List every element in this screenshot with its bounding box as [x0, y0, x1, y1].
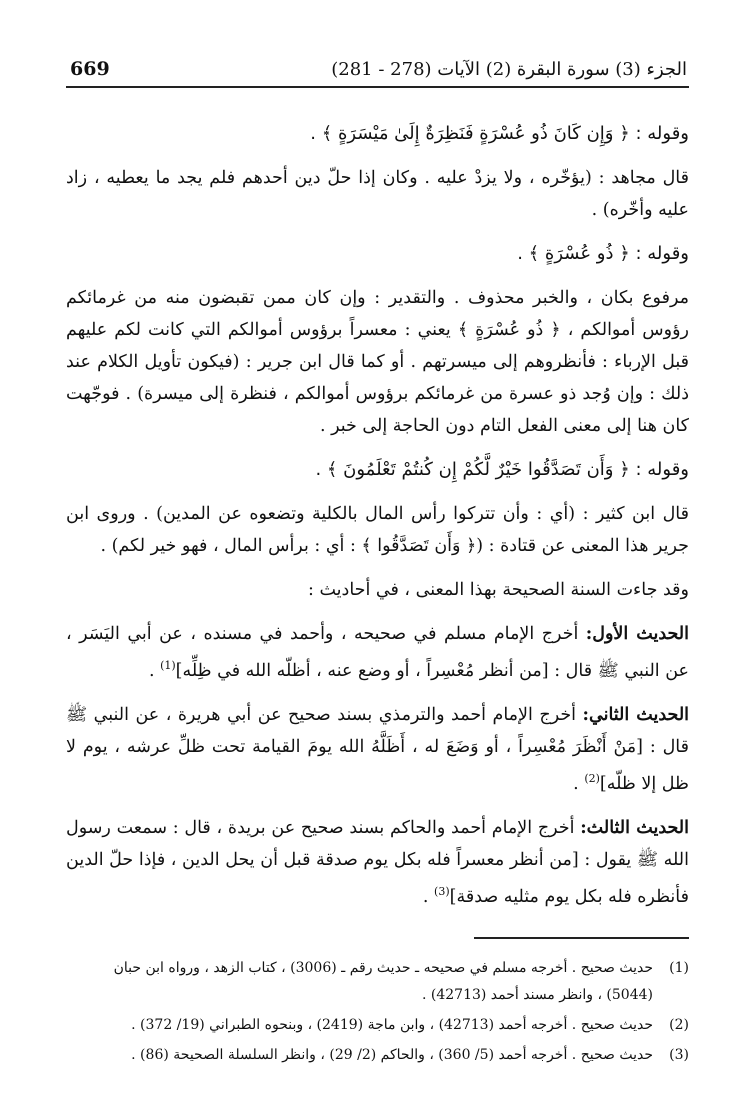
footnote-number: (1) [669, 960, 689, 976]
page-number: 669 [70, 58, 110, 80]
hadith-third: الحديث الثالث: أخرج الإمام أحمد والحاكم بسند صحيح عن بريدة ، قال : سمعت رسول الله ﷺ يقول : [من أنظر معسراً فله بكل يوم صدقة قبل أن يحل الدين ، فإذا حلّ الدين فأنظره فله بكل يوم مثليه صدقة](3) . [66, 817, 689, 907]
paragraph-verse-dhu-usra: وقوله : ﴿ وَإِن كَانَ ذُو عُسْرَةٍ فَنَظِرَةٌ إِلَىٰ مَيْسَرَةٍ ﴾ . [310, 123, 689, 144]
hadith-label: الحديث الثالث: [580, 817, 689, 838]
footnote-ref[interactable]: (2) [584, 771, 600, 785]
footnote-item [66, 955, 689, 1009]
footnote-number: (3) [669, 1047, 689, 1063]
paragraph-grammar: مرفوع بكان ، والخبر محذوف . والتقدير : وإن كان ممن تقبضون منه من غرمائكم رؤوس أموالكم ، ﴿ ذُو عُسْرَةٍ ﴾ يعني : معسراً برؤوس أموالكم التي كانت لكم عليهم قبل الإرباء : فأنظروهم إلى ميسرتهم . أو كما قال ابن جرير : (فيكون تأويل الكلام عند ذلك : وإن وُجد ذو عسرة من غرمائكم برؤوس أموالكم ، فنظرة إلى ميسرة) . فوجّهت كان هنا إلى معنى الفعل التام دون الحاجة إلى خبر . [66, 288, 689, 436]
footnote-item [66, 1012, 689, 1039]
paragraph-sunnah-intro: وقد جاءت السنة الصحيحة بهذا المعنى ، في أحاديث : [308, 580, 689, 600]
running-title: الجزء (3) سورة البقرة (2) الآيات (278 - 281) [331, 59, 687, 80]
main-text [66, 118, 689, 924]
paragraph-mujahid: قال مجاهد : (يؤخّره ، ولا يزدْ عليه . وكان إذا حلّ دين أحدهم فلم يجد ما يعطيه ، زاد عليه وأخّره) . [66, 168, 689, 220]
hadith-first: الحديث الأول: أخرج الإمام مسلم في صحيحه ، وأحمد في مسنده ، عن أبي اليَسَر ، عن النبي ﷺ قال : [من أنظر مُعْسِراً ، أو وضع عنه ، أظلّه الله في ظِلِّه](1) . [66, 624, 689, 681]
paragraph-ibn-kathir: قال ابن كثير : (أي : وأن تتركوا رأس المال بالكلية وتضعوه عن المدين) . وروى ابن جرير هذا المعنى عن قتادة : (﴿ وَأَن تَصَدَّقُوا ﴾ : أي : برأس المال ، فهو خير لكم) . [66, 504, 689, 556]
footnotes [66, 955, 689, 1072]
footnote-text: حديث صحيح . أخرجه أحمد (5/ 360) ، والحاكم (2/ 29) ، وانظر السلسلة الصحيحة (86) . [131, 1047, 653, 1063]
paragraph-verse-sadaqa: وقوله : ﴿ وَأَن تَصَدَّقُوا خَيْرٌ لَّكُمْ إِن كُنتُمْ تَعْلَمُونَ ﴾ . [315, 459, 689, 480]
footnote-divider [474, 937, 689, 939]
hadith-label: الحديث الثاني: [582, 704, 690, 725]
hadith-second: الحديث الثاني: أخرج الإمام أحمد والترمذي بسند صحيح عن أبي هريرة ، عن النبي ﷺ قال : [مَنْ أَنْظَرَ مُعْسِراً ، أو وَضَعَ له ، أَظَلَّهُ الله يومَ القيامة تحت ظلِّ عرشه ، يوم لا ظل إلا ظلّه](2) . [66, 704, 690, 794]
footnote-ref[interactable]: (3) [434, 884, 450, 898]
footnote-number: (2) [669, 1017, 689, 1033]
page-header [66, 52, 689, 88]
footnote-text: حديث صحيح . أخرجه أحمد (42713) ، وابن ماجة (2419) ، وبنحوه الطبراني (19/ 372) . [131, 1017, 653, 1033]
hadith-label: الحديث الأول: [585, 624, 689, 644]
footnote-item [66, 1042, 689, 1069]
footnote-text: حديث صحيح . أخرجه مسلم في صحيحه ـ حديث رقم ـ (3006) ، كتاب الزهد ، ورواه ابن حبان (5044) ، وانظر مسند أحمد (42713) . [113, 960, 653, 1003]
paragraph-verse-short: وقوله : ﴿ ذُو عُسْرَةٍ ﴾ . [517, 243, 689, 264]
footnote-ref[interactable]: (1) [160, 659, 176, 672]
